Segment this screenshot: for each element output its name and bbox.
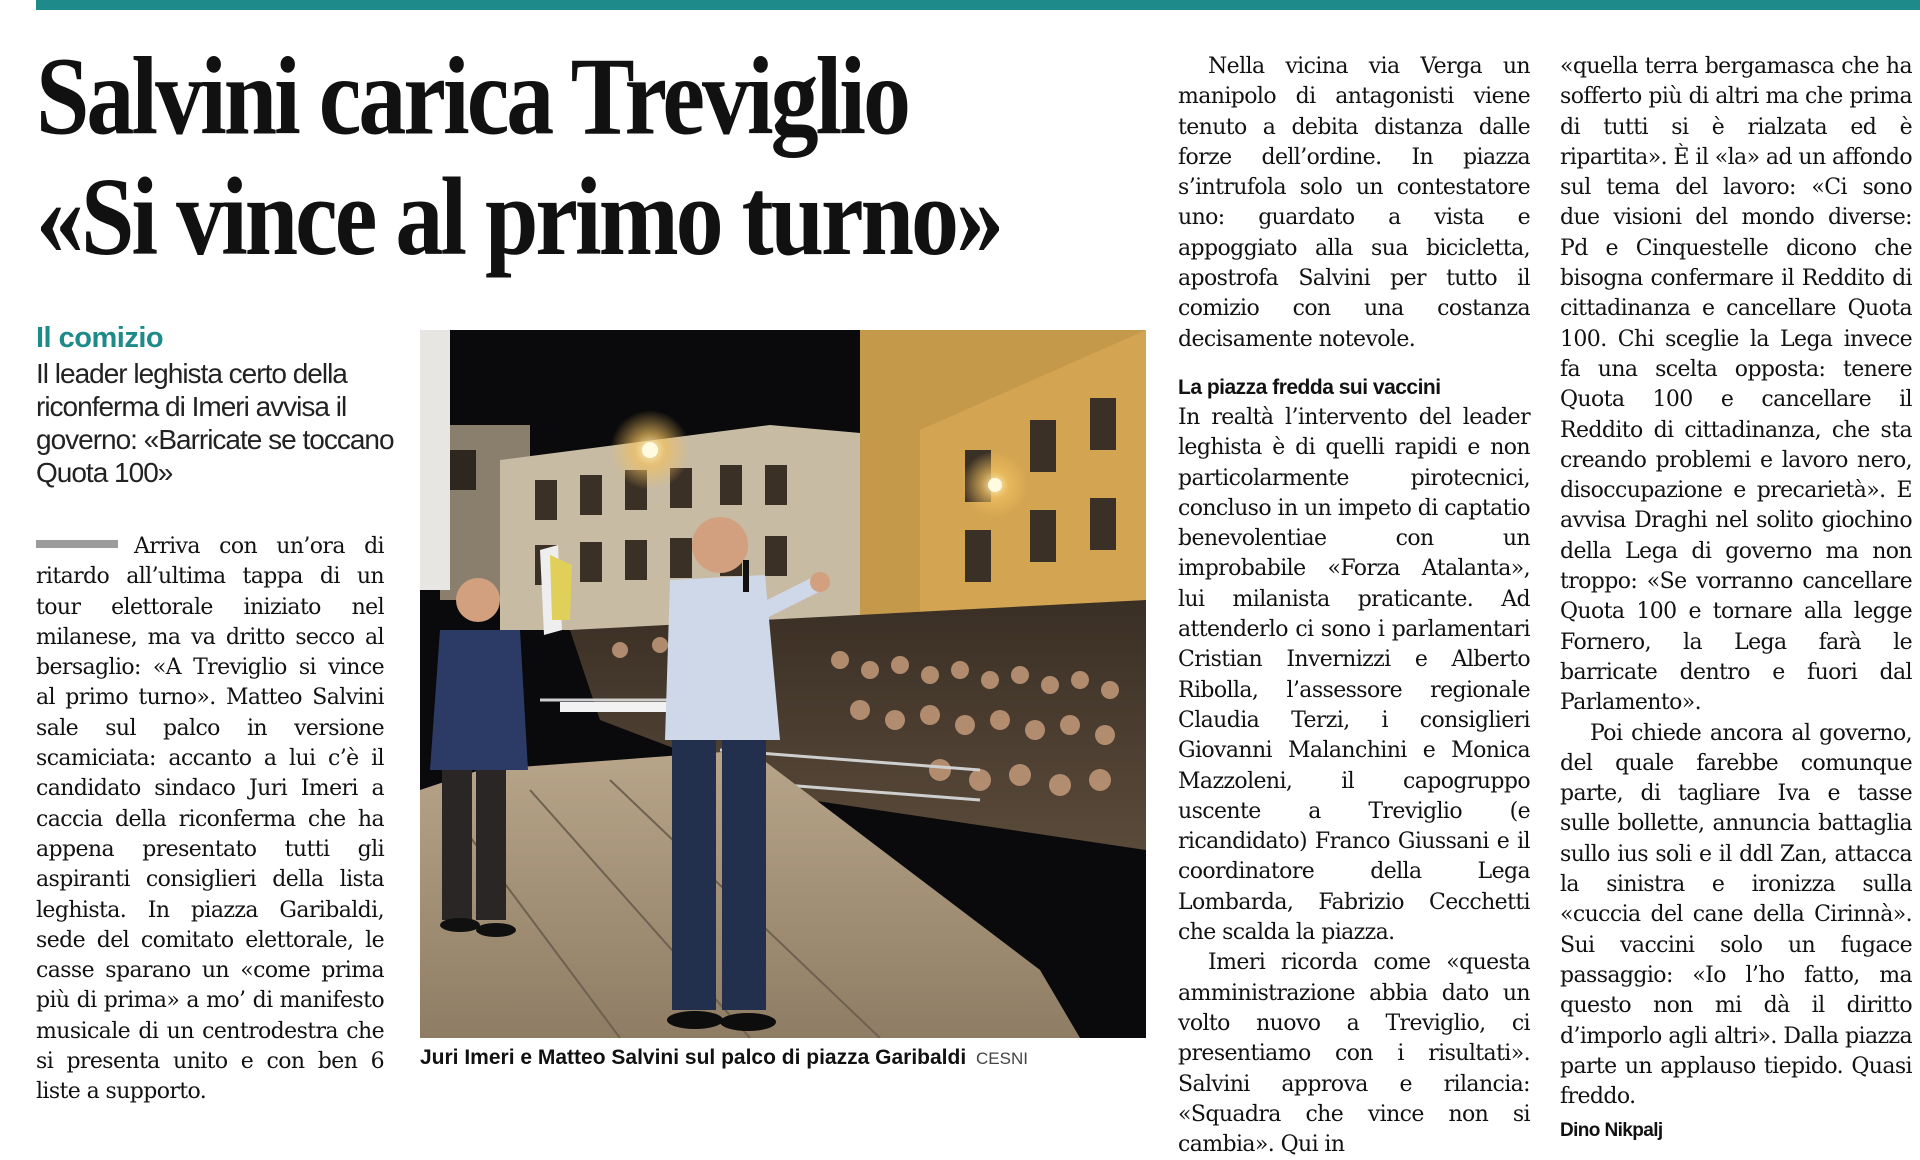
article-column-3 xyxy=(1178,52,1530,1160)
paragraph: Poi chiede ancora al governo, del quale farebbe comunque parte, di tagliare Iva e tasse sulle bollette, annuncia battaglia sullo ius soli e il ddl Zan, attacca la sinistra e ironizza sulla «cuccia del cane della Cirinnà». Sui vaccini solo un fugace passaggio: «Io l’ho fatto, ma questo non mi dà il diritto d’imporlo agli altri». Dalla piazza parte un applauso tiepido. Quasi freddo. xyxy=(1560,720,1912,1110)
article-column-1 xyxy=(36,532,384,1108)
photo-credit: CESNI xyxy=(976,1049,1028,1068)
lead-paragraph-text: Arriva con un’ora di ritardo all’ultima tappa di un tour elettorale iniziato nel milanese, ma va dritto secco al bersaglio: «A Treviglio si vince al primo turno». Matteo Salvini sale sul palco in versione scamiciata: accanto a lui c’è il candidato sindaco Juri Imeri a caccia della riconferma che ha appena presentato tutti gli aspiranti consiglieri della lista leghista. In piazza Garibaldi, sede del comitato elettorale, le casse sparano un «come prima più di prima» a mo’ di manifesto musicale di un centrodestra che si presenta unito e con ben 6 liste a supporto. xyxy=(36,534,384,1105)
paragraph: In realtà l’intervento del leader leghista è di quelli rapidi e non particolarmente pirotecnici, concluso in un impeto di captatio benevolentiae con un improbabile «Forza Atalanta», lui milanista praticante. Ad attenderlo ci sono i parlamentari Cristian Invernizzi e Alberto Ribolla, l’assessore regionale Claudia Terzi, i consiglieri Giovanni Malanchini e Monica Mazzoleni, il capogruppo uscente a Treviglio (e ricandidato) Franco Giussani e il coordinatore della Lega Lombarda, Fabrizio Cecchetti che scalda la piazza. xyxy=(1178,404,1530,946)
article-headline xyxy=(36,33,1166,279)
article-photo xyxy=(420,330,1146,1038)
headline-line-2: «Si vince al primo turno» xyxy=(36,154,1002,279)
section-kicker: Il comizio xyxy=(36,322,164,354)
article-column-4 xyxy=(1560,52,1912,1147)
photo-illustration xyxy=(420,330,1146,1038)
photo-caption xyxy=(420,1046,1028,1070)
lead-rule xyxy=(36,540,118,548)
photo-caption-text: Juri Imeri e Matteo Salvini sul palco di piazza Garibaldi xyxy=(420,1046,967,1069)
article-summary: Il leader leghista certo della riconferma di Imeri avvisa il governo: «Barricate se toccano Quota 100» xyxy=(36,358,394,488)
paragraph: Imeri ricorda come «questa amministrazione abbia dato un volto nuovo a Treviglio, ci presentiamo con i risultati». Salvini approva e rilancia: «Squadra che vince non si cambia». Qui in xyxy=(1178,950,1530,1158)
headline-line-1: Salvini carica Treviglio xyxy=(36,33,908,158)
paragraph: Nella vicina via Verga un manipolo di antagonisti viene tenuto a debita distanza dalle forze dell’ordine. In piazza s’intrufola solo un contestatore uno: guardato a vista e appoggiato alla sua bicicletta, apostrofa Salvini per tutto il comizio con una costanza decisamente notevole. xyxy=(1178,54,1530,352)
top-accent-bar xyxy=(36,0,1920,10)
section-subhead: La piazza fredda sui vaccini xyxy=(1178,375,1441,399)
author-byline: Dino Nikpalj xyxy=(1560,1120,1663,1142)
lead-paragraph xyxy=(36,532,384,1108)
paragraph: «quella terra bergamasca che ha sofferto più di altri ma che prima di tutti si è rialzata ed è ripartita». È il «la» ad un affondo sul tema del lavoro: «Ci sono due visioni del mondo diverse: Pd e Cinquestelle dicono che bisogna confermare il Reddito di cittadinanza e cancellare Quota 100. Chi sceglie la Lega invece fa una scelta opposta: tenere Quota 100 e cancellare il Reddito di cittadinanza, che sta creando problemi e lavoro nero, disoccupazione e precarietà». E avvisa Draghi nel solito giochino della Lega di governo ma non troppo: «Se vorranno cancellare Quota 100 e tornare alla legge Fornero, la Lega farà le barricate dentro e fuori dal Parlamento». xyxy=(1560,54,1912,716)
